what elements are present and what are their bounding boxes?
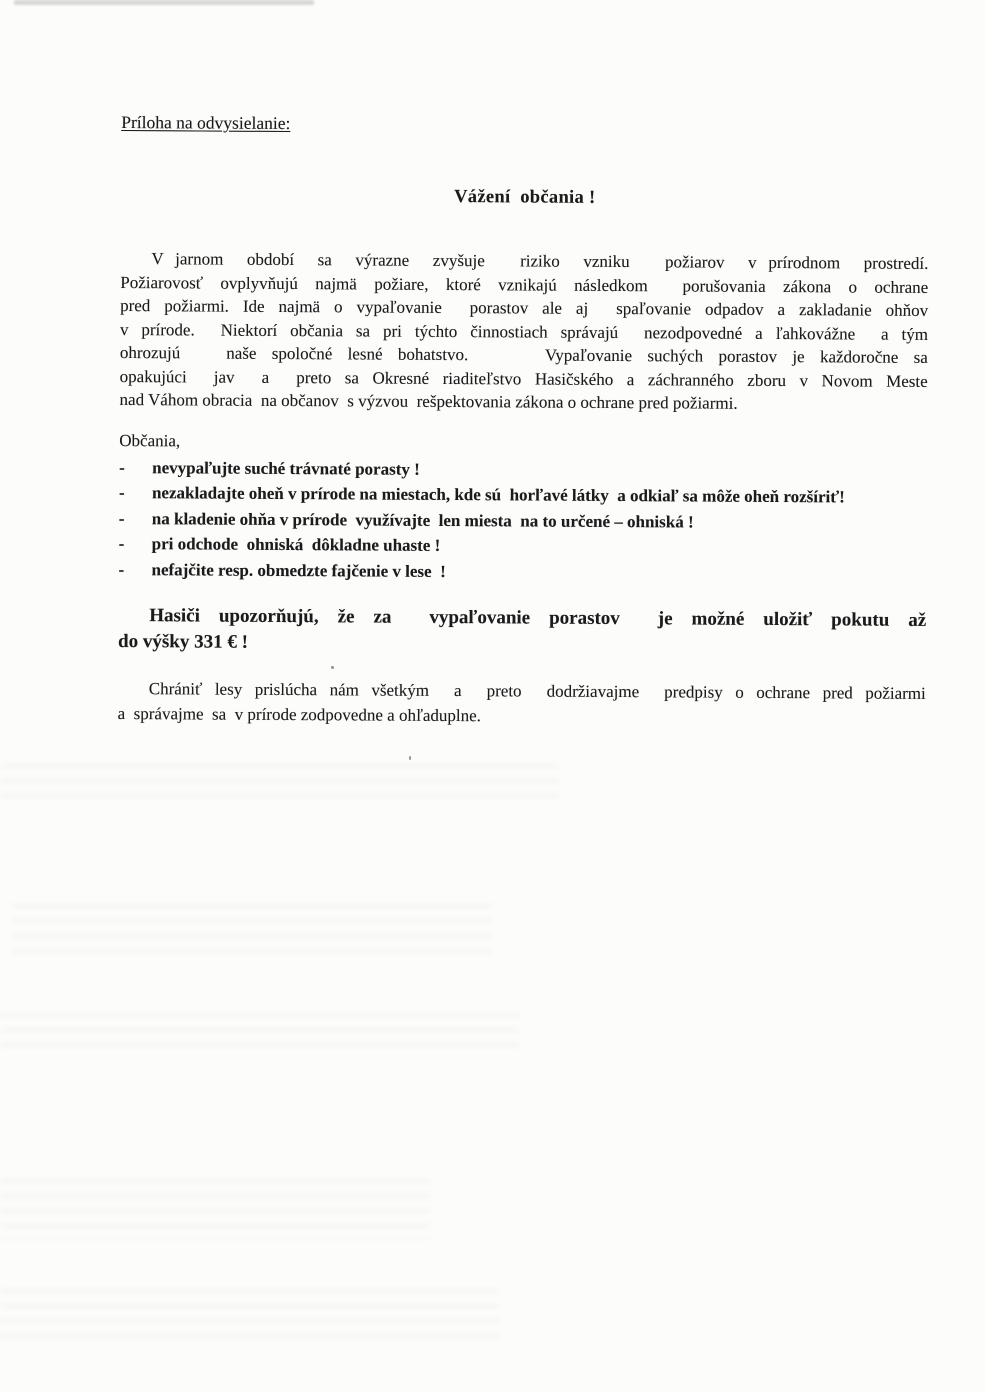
list-bullet: - xyxy=(118,534,125,554)
text-line: pred požiarmi. Ide najmä o vypaľovanie porastov ale aj spaľovanie odpadov a zakladanie ohňov xyxy=(120,295,929,320)
fine-warning-paragraph xyxy=(118,603,926,660)
list-bullet: - xyxy=(118,483,125,503)
list-intro: Občania, xyxy=(119,430,181,450)
text-line: Hasiči upozorňujú, že za vypaľovanie porastov je možné uložiť pokutu až xyxy=(149,605,927,631)
ink-speck xyxy=(409,756,411,760)
list-item-text: pri odchode ohniská dôkladne uhaste ! xyxy=(151,534,441,556)
salutation-heading: Vážení občania ! xyxy=(454,187,596,208)
bleed-through-smudge xyxy=(0,1178,430,1240)
bleed-through-smudge xyxy=(0,763,560,807)
text-line: nad Váhom obracia na občanov s výzvou rešpektovania zákona o ochrane pred požiarmi. xyxy=(119,389,738,413)
document-body xyxy=(118,0,930,731)
attachment-header: Príloha na odvysielanie: xyxy=(121,111,291,134)
text-line: do výšky 331 € ! xyxy=(118,631,249,653)
bleed-through-smudge xyxy=(0,1288,500,1340)
text-line: a správajme sa v prírode zodpovedne a ohľaduplne. xyxy=(117,704,482,726)
text-line: v prírode. Niektorí občania sa pri týchto činnostiach správajú nezodpovedné a ľahkovážne a tým xyxy=(119,319,929,344)
text-line: opakujúci jav a preto sa Okresné riaditeľstvo Hasičského a záchranného zboru v Novom Meste xyxy=(119,366,928,391)
bleed-through-smudge xyxy=(0,1012,520,1054)
intro-paragraph xyxy=(119,247,928,416)
bleed-through-smudge xyxy=(12,903,492,955)
text-line: Chrániť lesy prislúcha nám všetkým a preto dodržiavajme predpisy o ochrane pred požiarmi xyxy=(148,679,926,703)
text-line: V jarnom období sa výrazne zvyšuje riziko vzniku požiarov v prírodnom prostredí. xyxy=(151,249,929,273)
text-line: Požiarovosť ovplyvňujú najmä požiare, ktoré vznikajú následkom porušovania zákona o ochrane xyxy=(120,272,929,297)
list-item-text: na kladenie ohňa v prírode využívajte len miesta na to určené – ohniská ! xyxy=(151,509,694,532)
list-item-text: nezakladajte oheň v prírode na miestach, kde sú horľavé látky a odkiaľ sa môže oheň rozšíriť! xyxy=(151,483,845,507)
list-bullet: - xyxy=(119,457,125,478)
list-item-text: nevypaľujte suché trávnaté porasty ! xyxy=(152,458,420,479)
list-bullet: - xyxy=(118,559,125,579)
list-item-text: nefajčite resp. obmedzte fajčenie v lese ! xyxy=(151,559,446,581)
text-line: ohrozujú naše spoločné lesné bohatstvo. Vypaľovanie suchých porastov je každoročne sa xyxy=(119,342,928,367)
list-item xyxy=(118,557,926,587)
safety-instructions-list xyxy=(118,455,927,587)
closing-paragraph xyxy=(118,676,926,731)
list-bullet: - xyxy=(118,508,125,528)
